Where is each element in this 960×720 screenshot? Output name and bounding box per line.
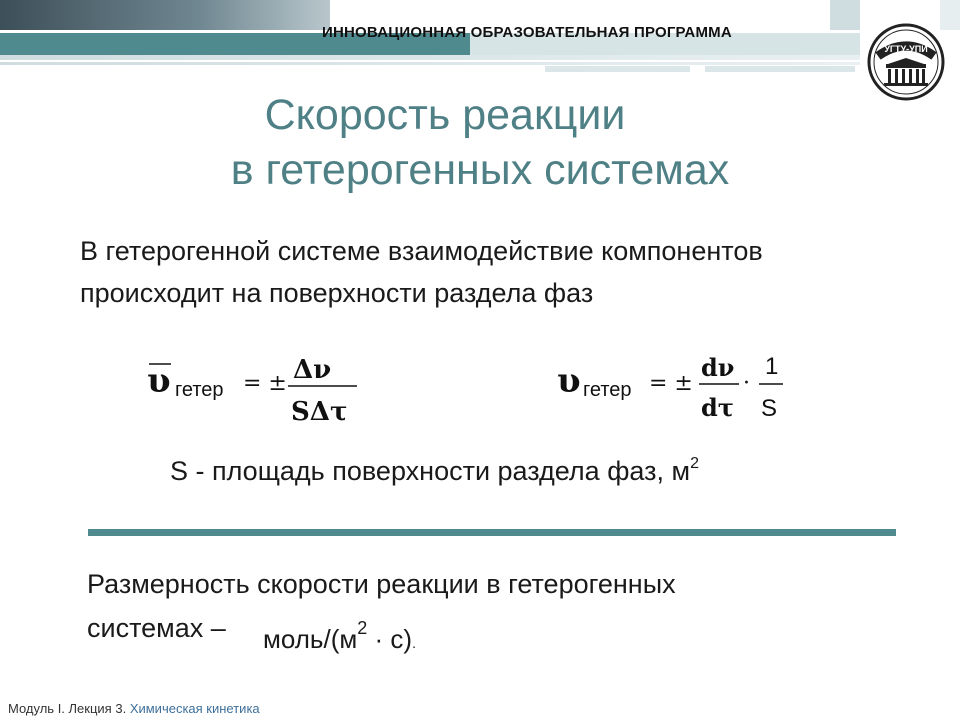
header-thin-line xyxy=(0,60,860,62)
area-unit-exponent: 2 xyxy=(690,455,699,472)
dimension-text xyxy=(87,562,847,650)
units-exponent: 2 xyxy=(357,618,368,638)
equals-plus-minus: = ± xyxy=(243,371,287,396)
footer-topic: Химическая кинетика xyxy=(129,701,260,716)
logo-text: УГТУ-УПИ xyxy=(884,44,928,54)
header-band-dark xyxy=(0,0,330,30)
formula-delta-rate xyxy=(145,340,405,430)
intro-line-2: происходит на поверхности раздела фаз xyxy=(80,278,594,308)
header-band-block xyxy=(830,0,860,30)
area-definition-text: S - площадь поверхности раздела фаз, м xyxy=(170,456,691,486)
slide-title xyxy=(0,88,960,198)
numerator-1: dν xyxy=(701,353,735,382)
footer-module: Модуль I. Лекция 3. xyxy=(8,701,127,716)
title-line-2: в гетерогенных системах xyxy=(230,146,730,194)
footer xyxy=(8,701,260,716)
dimension-line-2: системах – xyxy=(87,613,226,643)
multiply-dot: · xyxy=(743,371,750,396)
numerator-2: 1 xyxy=(765,353,779,380)
dimension-line-1: Размерность скорости реакции в гетерогенных xyxy=(87,569,676,599)
rate-subscript: гетер xyxy=(583,379,632,401)
units-prefix: моль/(м xyxy=(263,624,358,654)
intro-line-1: В гетерогенной системе взаимодействие компонентов xyxy=(80,236,763,266)
denominator: SΔτ xyxy=(291,397,348,427)
title-line-1: Скорость реакции xyxy=(264,91,626,139)
program-title: ИННОВАЦИОННАЯ ОБРАЗОВАТЕЛЬНАЯ ПРОГРАММА xyxy=(322,24,732,41)
units-dot: · xyxy=(374,624,384,654)
rate-units xyxy=(263,618,416,655)
header-stub xyxy=(545,66,690,72)
header-stub xyxy=(705,66,855,72)
units-suffix: с) xyxy=(390,624,413,654)
equals-plus-minus: = ± xyxy=(649,371,693,396)
rate-symbol: υ xyxy=(557,361,581,401)
intro-text xyxy=(80,230,920,314)
area-definition xyxy=(170,455,699,487)
rate-subscript: гетер xyxy=(175,379,224,401)
numerator: Δν xyxy=(293,355,332,385)
denominator-1: dτ xyxy=(701,393,734,422)
formula-differential-rate xyxy=(555,340,835,430)
denominator-2: S xyxy=(761,395,778,422)
units-period: . xyxy=(412,635,416,651)
section-divider xyxy=(88,529,896,536)
rate-symbol: υ xyxy=(147,361,171,401)
